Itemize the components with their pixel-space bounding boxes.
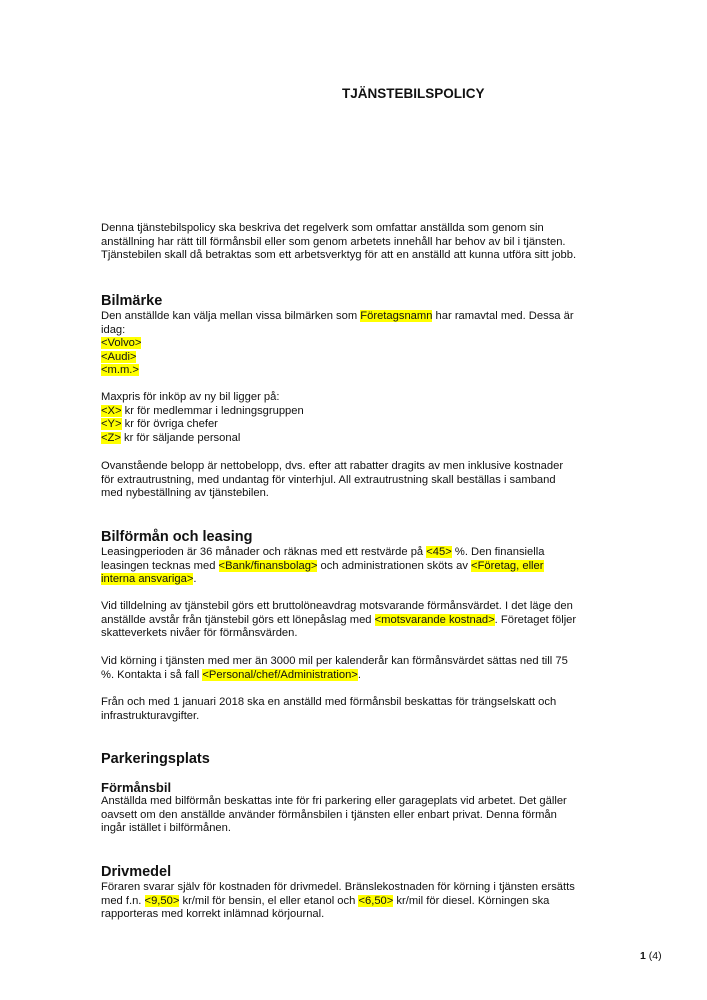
subsection-heading: Förmånsbil <box>101 780 172 795</box>
text: infrastrukturavgifter. <box>101 709 200 722</box>
maxpris-item <box>101 432 621 446</box>
text: kr för säljande personal <box>120 431 241 444</box>
text: Leasingperioden är 36 månader och räknas med ett restvärde på <box>101 546 427 558</box>
text: . Företaget följer <box>494 613 577 626</box>
page-number <box>640 950 662 962</box>
text: kr för övriga chefer <box>121 418 218 431</box>
bilmarke-text <box>101 310 621 324</box>
subsection-formansbil <box>101 780 621 836</box>
text: Ovanstående belopp är nettobelopp, dvs. efter att rabatter dragits av men inklusive kostnader <box>101 460 564 472</box>
company-placeholder: Företagsnamn <box>360 310 433 322</box>
text: Anställda med bilförmån beskattas inte för fri parkering eller garageplats vid arbetet. Det gäller <box>101 795 567 807</box>
text: rapporteras med korrekt inlämnad körjournal. <box>101 908 325 921</box>
tilldelning-paragraph <box>101 600 621 641</box>
maxpris-item <box>101 405 621 419</box>
foretag-placeholder: interna ansvariga> <box>101 573 194 586</box>
text: Från och med 1 januari 2018 ska en anställd med förmånsbil beskattas för trängselskatt och <box>101 696 557 708</box>
korning-paragraph <box>101 655 621 682</box>
total-pages: (4) <box>645 950 662 962</box>
text: oavsett om den anställde använder förmånsbilen i tjänsten eller enbart privat. Denna förmån <box>101 808 557 821</box>
intro-line: Tjänstebilen skall då betraktas som ett arbetsverktyg för att en anställd att kunna utföra sitt jobb. <box>101 249 577 262</box>
section-heading: Parkeringsplats <box>101 751 210 767</box>
maxpris-intro: Maxpris för inköp av ny bil ligger på: <box>101 391 280 403</box>
price-placeholder: <Y> <box>101 418 122 431</box>
text: anställde avstår från tjänstebil görs ett lönepåslag med <box>101 613 375 626</box>
text: kr/mil för diesel. Körningen ska <box>393 894 550 907</box>
intro-paragraph <box>101 222 621 263</box>
section-heading: Bilförmån och leasing <box>101 529 253 545</box>
brand-placeholder: <Volvo> <box>101 337 142 350</box>
section-heading: Bilmärke <box>101 293 163 309</box>
netto-paragraph <box>101 460 621 501</box>
section-bilmarke <box>101 293 621 378</box>
current-page: 1 <box>640 950 646 962</box>
document-title: TJÄNSTEBILSPOLICY <box>342 86 485 101</box>
text: . <box>357 668 361 681</box>
bank-placeholder: <Bank/finansbolag> <box>218 559 318 572</box>
brand-placeholder: <Audi> <box>101 350 137 363</box>
section-heading: Drivmedel <box>101 864 172 880</box>
text: Vid körning i tjänsten med mer än 3000 mil per kalenderår kan förmånsvärdet sättas ned till 75 <box>101 655 568 667</box>
section-leasing <box>101 529 621 587</box>
text: ingår istället i bilförmånen. <box>101 822 231 835</box>
price-placeholder: <Z> <box>101 431 121 444</box>
text: med nybeställning av tjänstebilen. <box>101 487 269 500</box>
price-placeholder: <X> <box>101 404 122 417</box>
brand-placeholder: <m.m.> <box>101 364 139 377</box>
text <box>101 546 621 560</box>
text: Den anställde kan välja mellan vissa bilmärken som <box>101 310 361 322</box>
text: med f.n. <box>101 894 145 907</box>
kostnad-placeholder: <motsvarande kostnad> <box>374 613 495 626</box>
text: har ramavtal med. Dessa är <box>432 310 574 322</box>
text <box>101 669 621 683</box>
restvarde-placeholder: <45> <box>426 546 452 558</box>
text: skatteverkets nivåer för förmånsvärden. <box>101 627 298 640</box>
section-parkering <box>101 751 621 768</box>
text: kr för medlemmar i ledningsgruppen <box>121 404 304 417</box>
trangselskatt-paragraph <box>101 696 621 723</box>
text: kr/mil för bensin, el eller etanol och <box>179 894 359 907</box>
text: för extrautrustning, med undantag för vinterhjul. All extrautrustning skall beställas i samband <box>101 473 556 486</box>
section-drivmedel <box>101 864 621 922</box>
text: Föraren svarar själv för kostnaden för drivmedel. Bränslekostnaden för körning i tjänsten ersätts <box>101 881 575 893</box>
text: %. Kontakta i så fall <box>101 668 203 681</box>
diesel-rate-placeholder: <6,50> <box>358 894 394 907</box>
foretag-placeholder: <Företag, eller <box>471 559 544 572</box>
maxpris-item <box>101 418 621 432</box>
text: . <box>193 573 197 586</box>
text <box>101 560 621 574</box>
text <box>101 895 621 909</box>
intro-line: Denna tjänstebilspolicy ska beskriva det regelverk som omfattar anställda som genom sin <box>101 222 544 234</box>
maxpris-list <box>101 391 621 445</box>
text: leasingen tecknas med <box>101 559 219 572</box>
intro-line: anställning har rätt till förmånsbil eller som genom arbetets innehåll har behov av bil i tjänsten. <box>101 235 566 248</box>
text: %. Den finansiella <box>451 546 545 558</box>
text: och administrationen sköts av <box>317 559 472 572</box>
text <box>101 614 621 628</box>
text <box>101 573 621 587</box>
bensin-rate-placeholder: <9,50> <box>144 894 180 907</box>
contact-placeholder: <Personal/chef/Administration> <box>202 668 358 681</box>
text: idag: <box>101 323 126 336</box>
text: Vid tilldelning av tjänstebil görs ett bruttolöneavdrag motsvarande förmånsvärdet. I det läge den <box>101 600 573 612</box>
